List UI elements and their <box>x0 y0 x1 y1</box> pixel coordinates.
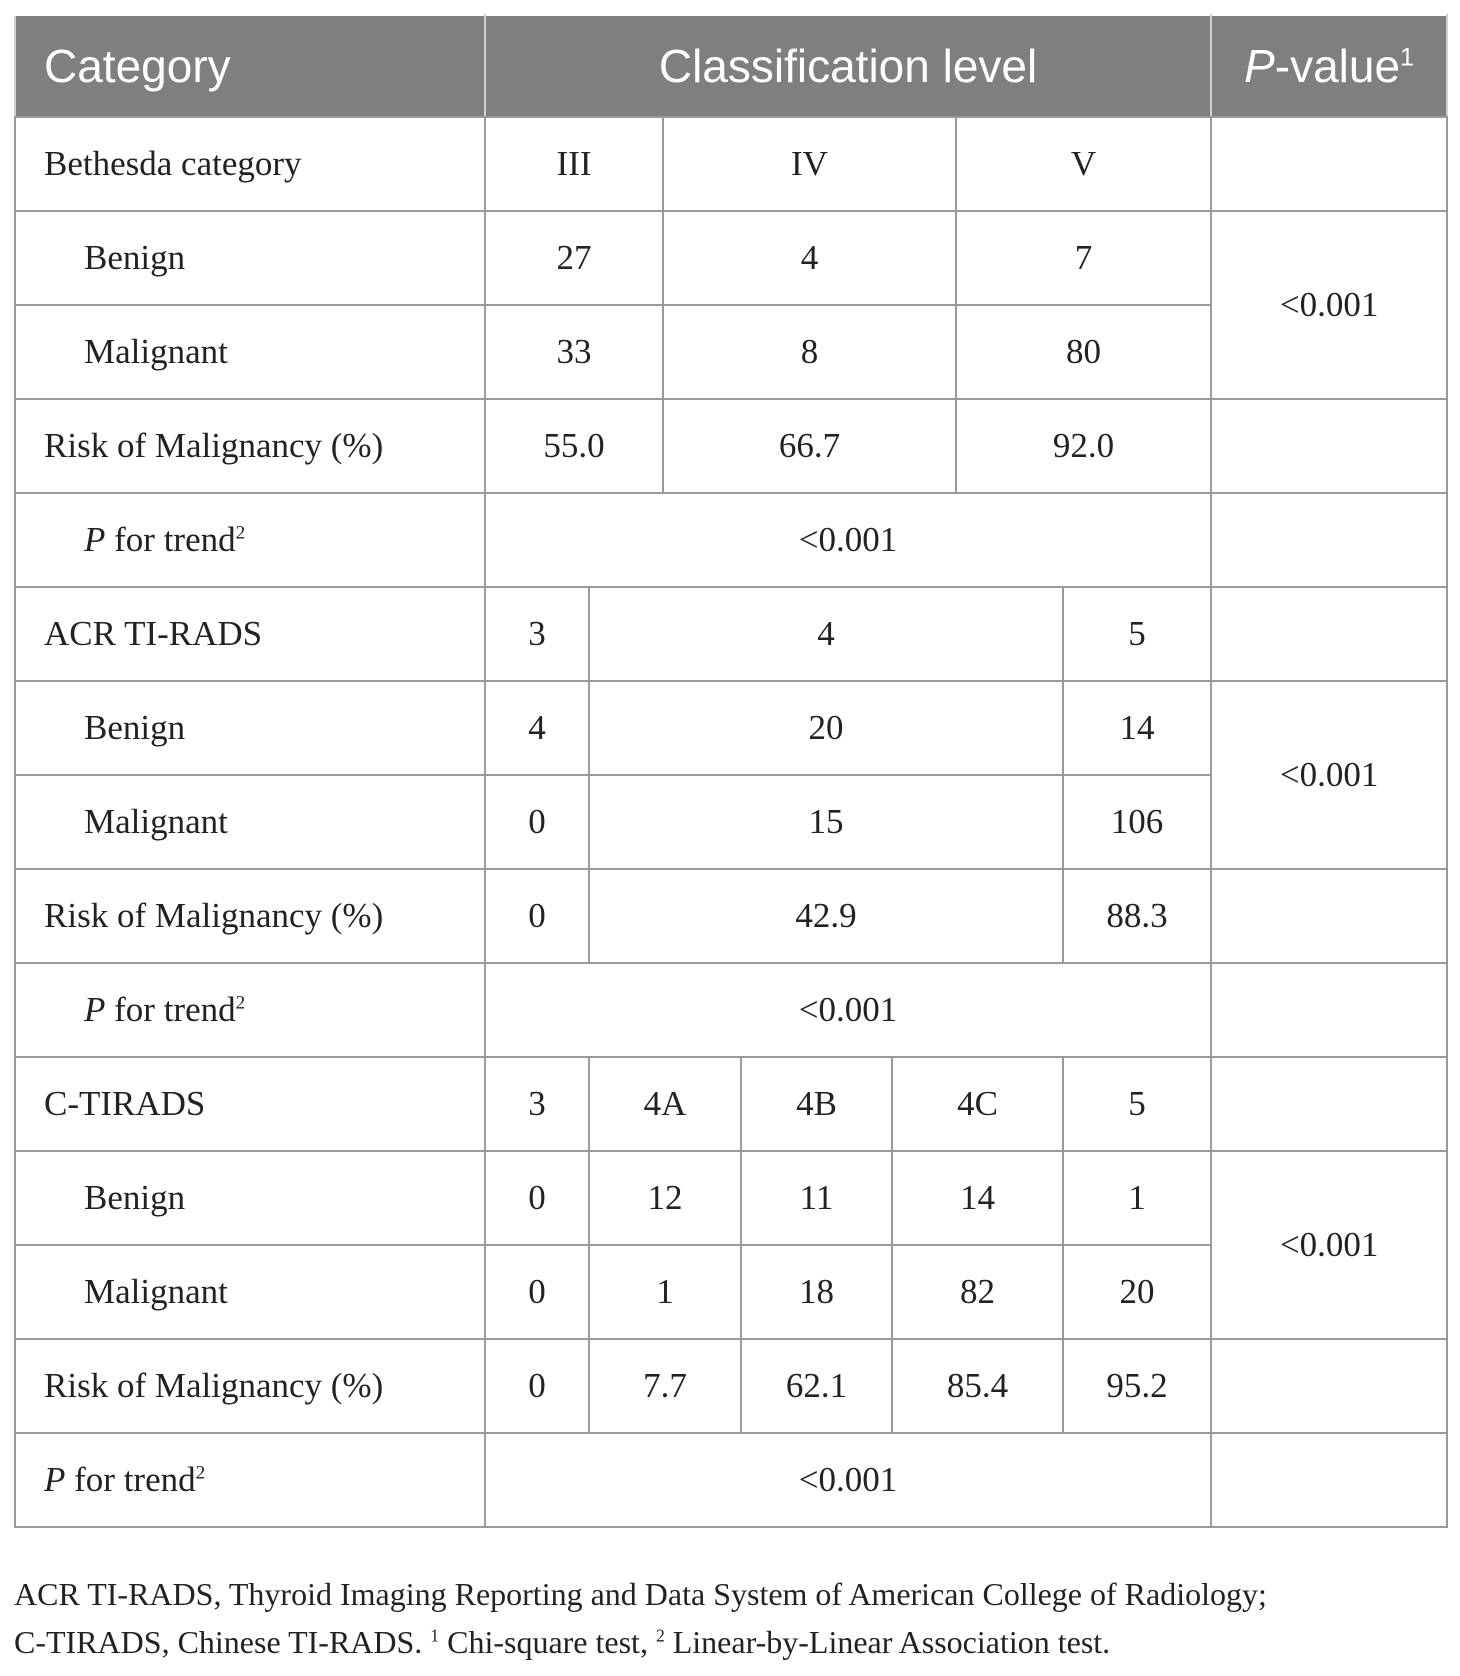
empty-cell <box>1211 1057 1447 1151</box>
level-cell: 5 <box>1063 587 1211 681</box>
value-cell: 33 <box>485 305 663 399</box>
bethesda-p-value: <0.001 <box>1211 211 1447 399</box>
value-cell: 66.7 <box>663 399 956 493</box>
value-cell: 106 <box>1063 775 1211 869</box>
value-cell: 82 <box>892 1245 1063 1339</box>
footnote-line-2: C-TIRADS, Chinese TI-RADS. $^1$ Chi-square test, $^2$ Linear-by-Linear Association test. <box>14 1624 1111 1660</box>
value-cell: 0 <box>485 1339 589 1433</box>
rom-label: Risk of Malignancy (%) <box>15 869 485 963</box>
value-cell: 4 <box>663 211 956 305</box>
value-cell: 27 <box>485 211 663 305</box>
value-cell: 15 <box>589 775 1063 869</box>
empty-cell <box>1211 399 1447 493</box>
value-cell: 1 <box>1063 1151 1211 1245</box>
value-cell: 0 <box>485 1245 589 1339</box>
level-cell: 4A <box>589 1057 741 1151</box>
acr-p-value: <0.001 <box>1211 681 1447 869</box>
table-footnote <box>14 1570 1454 1666</box>
malignant-label: Malignant <box>15 775 485 869</box>
header-p-value: P-value$^1$ <box>1211 15 1447 117</box>
value-cell: 14 <box>892 1151 1063 1245</box>
acr-levels-row <box>15 587 1447 681</box>
trend-label: P for trend$^2$ <box>15 963 485 1057</box>
header-category: Category <box>15 15 485 117</box>
value-cell: 92.0 <box>956 399 1211 493</box>
level-cell: 4B <box>741 1057 892 1151</box>
empty-cell <box>1211 117 1447 211</box>
empty-cell <box>1211 493 1447 587</box>
value-cell: 11 <box>741 1151 892 1245</box>
benign-label: Benign <box>15 211 485 305</box>
acr-rom-row <box>15 869 1447 963</box>
malignant-label: Malignant <box>15 305 485 399</box>
empty-cell <box>1211 869 1447 963</box>
value-cell: 14 <box>1063 681 1211 775</box>
value-cell: 1 <box>589 1245 741 1339</box>
acr-trend-row <box>15 963 1447 1057</box>
value-cell: 8 <box>663 305 956 399</box>
malignant-label: Malignant <box>15 1245 485 1339</box>
value-cell: 95.2 <box>1063 1339 1211 1433</box>
value-cell: 55.0 <box>485 399 663 493</box>
empty-cell <box>1211 1433 1447 1527</box>
value-cell: 18 <box>741 1245 892 1339</box>
ctirads-benign-row <box>15 1151 1447 1245</box>
rom-label: Risk of Malignancy (%) <box>15 1339 485 1433</box>
value-cell: 0 <box>485 869 589 963</box>
level-cell: III <box>485 117 663 211</box>
bethesda-trend-row <box>15 493 1447 587</box>
value-cell: 7 <box>956 211 1211 305</box>
bethesda-label: Bethesda category <box>15 117 485 211</box>
rom-label: Risk of Malignancy (%) <box>15 399 485 493</box>
trend-value: <0.001 <box>485 1433 1211 1527</box>
results-table <box>14 14 1448 1528</box>
ctirads-levels-row <box>15 1057 1447 1151</box>
ctirads-label: C-TIRADS <box>15 1057 485 1151</box>
level-cell: IV <box>663 117 956 211</box>
bethesda-benign-row <box>15 211 1447 305</box>
trend-value: <0.001 <box>485 493 1211 587</box>
level-cell: 4C <box>892 1057 1063 1151</box>
empty-cell <box>1211 1339 1447 1433</box>
trend-label: P for trend$^2$ <box>15 1433 485 1527</box>
level-cell: V <box>956 117 1211 211</box>
value-cell: 12 <box>589 1151 741 1245</box>
benign-label: Benign <box>15 681 485 775</box>
benign-label: Benign <box>15 1151 485 1245</box>
value-cell: 85.4 <box>892 1339 1063 1433</box>
empty-cell <box>1211 587 1447 681</box>
header-classification-level: Classification level <box>485 15 1211 117</box>
value-cell: 62.1 <box>741 1339 892 1433</box>
acr-benign-row <box>15 681 1447 775</box>
bethesda-levels-row <box>15 117 1447 211</box>
level-cell: 5 <box>1063 1057 1211 1151</box>
level-cell: 3 <box>485 587 589 681</box>
value-cell: 42.9 <box>589 869 1063 963</box>
value-cell: 0 <box>485 1151 589 1245</box>
value-cell: 0 <box>485 775 589 869</box>
value-cell: 80 <box>956 305 1211 399</box>
empty-cell <box>1211 963 1447 1057</box>
trend-value: <0.001 <box>485 963 1211 1057</box>
value-cell: 4 <box>485 681 589 775</box>
bethesda-rom-row <box>15 399 1447 493</box>
ctirads-p-value: <0.001 <box>1211 1151 1447 1339</box>
value-cell: 88.3 <box>1063 869 1211 963</box>
value-cell: 7.7 <box>589 1339 741 1433</box>
footnote-line-1: ACR TI-RADS, Thyroid Imaging Reporting and Data System of American College of Radiology; <box>14 1576 1267 1612</box>
level-cell: 4 <box>589 587 1063 681</box>
value-cell: 20 <box>1063 1245 1211 1339</box>
ctirads-trend-row <box>15 1433 1447 1527</box>
level-cell: 3 <box>485 1057 589 1151</box>
value-cell: 20 <box>589 681 1063 775</box>
acr-label: ACR TI-RADS <box>15 587 485 681</box>
trend-label: P for trend$^2$ <box>15 493 485 587</box>
header-row <box>15 15 1447 117</box>
ctirads-rom-row <box>15 1339 1447 1433</box>
